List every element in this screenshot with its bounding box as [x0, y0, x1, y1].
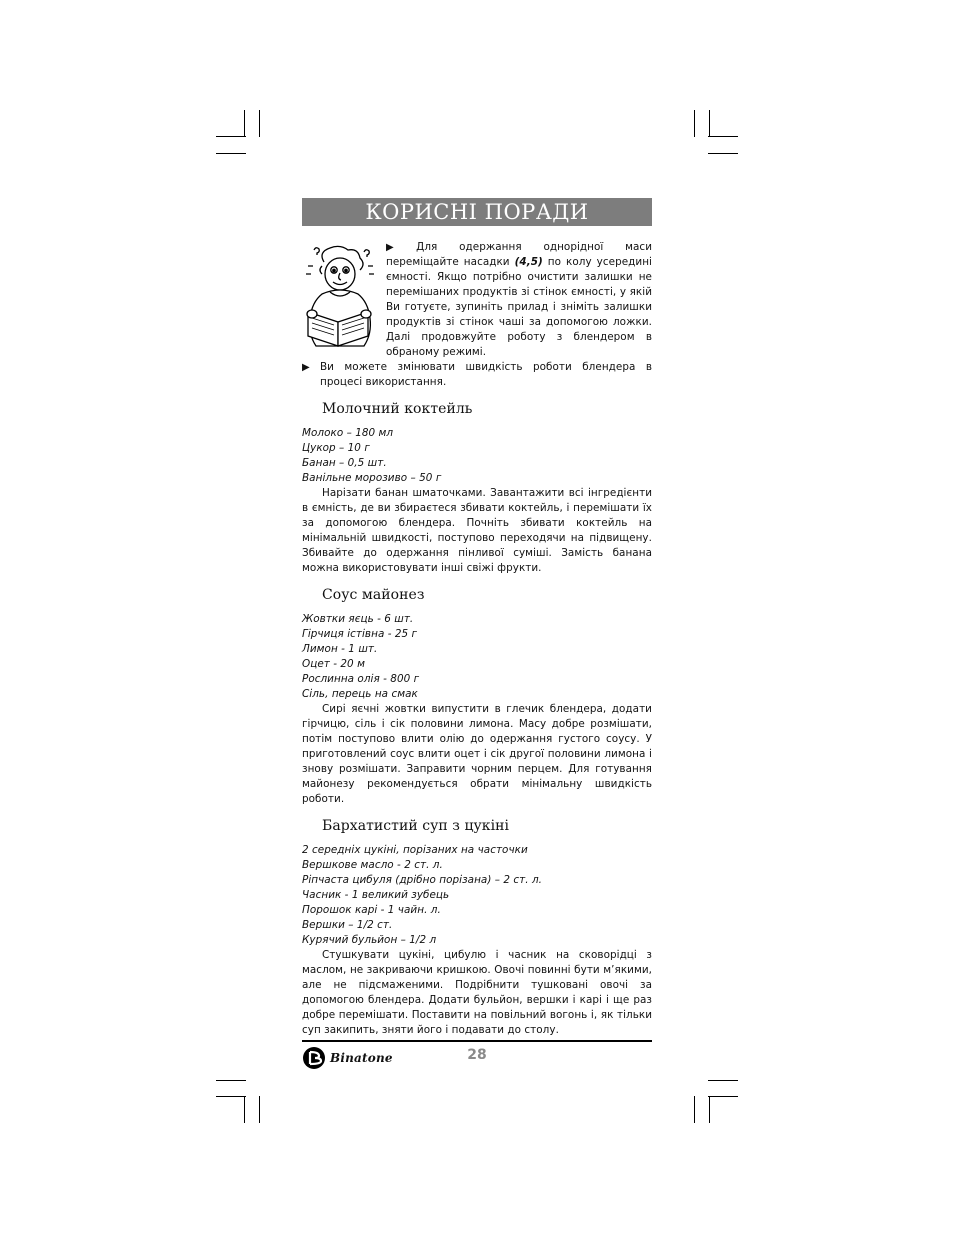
ingredient-item: Оцет - 20 м — [302, 658, 365, 670]
ingredient-list — [302, 843, 652, 948]
crop-mark — [244, 1096, 245, 1123]
section-title-bar — [302, 198, 652, 226]
crop-mark — [709, 1096, 710, 1123]
triangle-right-icon: ▶ — [386, 242, 413, 253]
crop-mark — [216, 136, 246, 137]
brand-name: Binatone — [330, 1051, 393, 1065]
ingredient-item: Жовтки яєць - 6 шт. — [302, 613, 414, 625]
crop-mark — [708, 153, 738, 154]
ingredient-item: Банан – 0,5 шт. — [302, 457, 387, 469]
ingredient-item: Часник - 1 великий зубець — [302, 889, 450, 901]
recipe-mayonnaise — [302, 586, 652, 807]
recipe-title: Соус майонез — [322, 587, 425, 603]
ingredient-list — [302, 612, 652, 702]
ingredient-item: Вершки – 1/2 ст. — [302, 919, 393, 931]
triangle-right-icon: ▶ — [302, 362, 310, 373]
crop-mark — [709, 110, 710, 137]
tip-paragraph: ▶ Ви можете змінювати швидкість роботи блендера в процесі використання. — [302, 361, 652, 388]
crop-mark — [216, 153, 246, 154]
ingredient-item: Вершкове масло - 2 ст. л. — [302, 859, 443, 871]
page-content — [302, 198, 652, 1038]
ingredient-item: Гірчиця істівна - 25 г — [302, 628, 418, 640]
recipe-instructions: Стушкувати цукіні, цибулю і часник на сковорідці з маслом, не закриваючи кришкою. Овочі повинні бути м’якими, але не підсмаженими. Подрібнити тушковані овочі за допомогою блендера. Додати бульйон, вершки і карі і ще раз добре перемішати. Поставити на повільний вогонь і, як тільки суп закипить, зняти його і подавати до столу. — [302, 949, 652, 1036]
ingredient-item: Цукор – 10 г — [302, 442, 370, 454]
ingredient-item: Лимон - 1 шт. — [302, 643, 378, 655]
ingredient-item: Рослинна олія - 800 г — [302, 673, 420, 685]
recipe-title: Молочний коктейль — [322, 401, 473, 417]
crop-mark — [694, 110, 695, 137]
recipe-instructions: Сирі яєчні жовтки випустити в глечик блендера, додати гірчицю, сіль і сік половини лимона. Масу добре розмішати, потім поступово влити олію до одержання густого соусу. У приготовлений соус влити оцет і сік другої половини лимона і знову розмішати. Заправити чорним перцем. Для готування майонезу рекомендується обрати мінімальну швидкість роботи. — [302, 703, 652, 805]
recipe-title: Бархатистий суп з цукіні — [322, 818, 510, 834]
ingredient-item: Молоко – 180 мл — [302, 427, 394, 439]
ingredient-item: Порошок карі - 1 чайн. л. — [302, 904, 441, 916]
ingredient-item: Ріпчаста цибуля (дрібно порізана) – 2 ст. л. — [302, 874, 543, 886]
recipe-milkshake — [302, 400, 652, 576]
crop-mark — [708, 1096, 738, 1097]
ingredient-item: 2 середніх цукіні, порізаних на часточки — [302, 844, 528, 856]
crop-mark — [244, 110, 245, 137]
recipe-instructions: Нарізати банан шматочками. Завантажити всі інгредієнти в ємність, де ви збираєтеся збивати коктейль, і перемішати їх за допомогою блендера. Почніть збивати коктейль на мінімальній швидкості, поступово переходячи на підвищену. Збивайте до одержання пінливої суміші. Замість банана можна використовувати інші свіжі фрукти. — [302, 487, 652, 574]
section-title: КОРИСНІ ПОРАДИ — [365, 199, 589, 224]
tips-section — [302, 240, 652, 390]
crop-mark — [708, 1080, 738, 1081]
crop-mark — [216, 1096, 246, 1097]
page-footer — [302, 1040, 652, 1076]
ingredient-item: Сіль, перець на смак — [302, 688, 418, 700]
crop-mark — [708, 136, 738, 137]
recipe-zucchini-soup — [302, 817, 652, 1038]
tip-paragraph: ▶ Для одержання однорідної маси переміщайте насадки (4,5) по колу усередині ємності. Якщо потрібно очистити залишки не перемішаних продуктів зі стінок ємності, у якій Ви готуєте, зупиніть прилад і зніміть залишки продуктів зі стінок чаші за допомогою ложки. Далі продовжуйте роботу з блендером в обраному режимі. — [386, 241, 652, 358]
ingredient-item: Курячий бульйон – 1/2 л — [302, 934, 437, 946]
page-number: 28 — [467, 1047, 487, 1063]
crop-mark — [259, 1096, 260, 1123]
crop-mark — [216, 1080, 246, 1081]
crop-mark — [694, 1096, 695, 1123]
ingredient-list — [302, 426, 652, 486]
crop-mark — [259, 110, 260, 137]
ingredient-item: Ванільне морозиво – 50 г — [302, 472, 442, 484]
